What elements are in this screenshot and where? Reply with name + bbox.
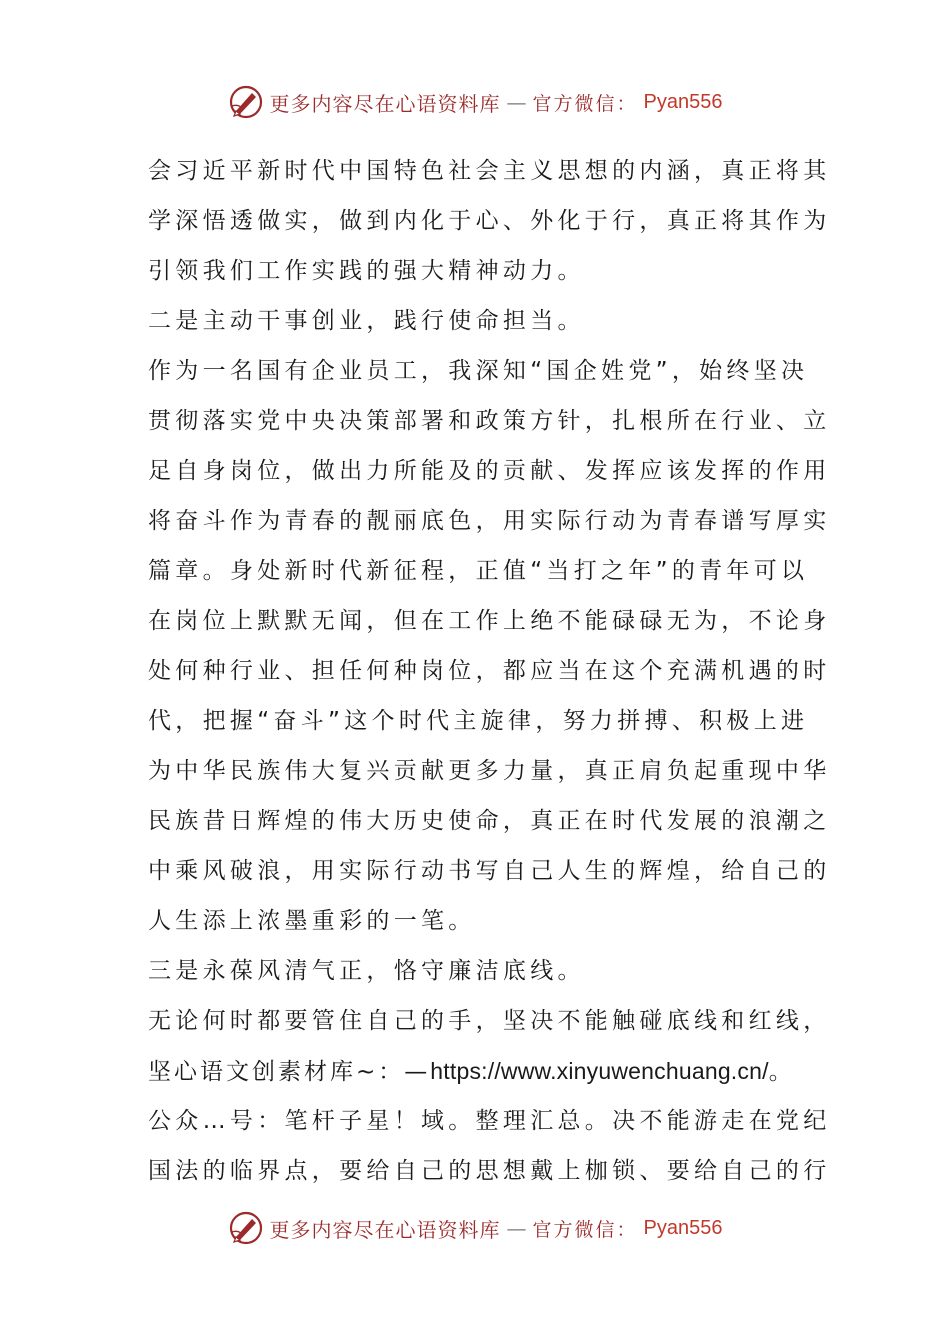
body-line: 足自身岗位，做出力所能及的贡献、发挥应该发挥的作用 [148,458,831,484]
header-wechat-label: 官方微信： [532,92,638,115]
footer-banner-separator: — [506,1216,527,1240]
section-heading-3: 三是永葆风清气正，恪守廉洁底线。 [148,958,585,984]
body-line: 中乘风破浪，用实际行动书写自己人生的辉煌，给自己的 [148,858,831,884]
pen-logo-icon [228,1210,264,1246]
body-line: 篇章。身处新时代新征程，正值“当打之年”的青年可以 [148,558,809,584]
document-body [148,146,831,1196]
footer-banner [0,1208,950,1248]
url-line-suffix: 。 [768,1059,795,1085]
body-line: 民族昔日辉煌的伟大历史使命，真正在时代发展的浪潮之 [148,808,831,834]
header-banner-text: 更多内容尽在心语资料库 [269,91,501,116]
body-line: 代，把握“奋斗”这个时代主旋律，努力拼搏、积极上进 [148,708,809,734]
body-line: 在岗位上默默无闻，但在工作上绝不能碌碌无为，不论身 [148,608,831,634]
section-heading-2: 二是主动干事创业，践行使命担当。 [148,308,585,334]
footer-wechat-label: 官方微信： [532,1218,638,1241]
body-line: 处何种行业、担任何种岗位，都应当在这个充满机遇的时 [148,658,831,684]
body-line: 将奋斗作为青春的靓丽底色，用实际行动为青春谱写厚实 [148,508,831,534]
url-line [148,1046,808,1096]
header-banner-separator: — [506,90,527,114]
body-line: 公众…号：笔杆子星！域。整理汇总。决不能游走在党纪 [148,1108,831,1134]
body-line: 为中华民族伟大复兴贡献更多力量，真正肩负起重现中华 [148,758,831,784]
header-wechat-id: Pyan556 [643,90,723,113]
footer-banner-text: 更多内容尽在心语资料库 [269,1217,501,1242]
body-line: 学深悟透做实，做到内化于心、外化于行，真正将其作为 [148,208,831,234]
header-banner [0,82,950,122]
body-line: 会习近平新时代中国特色社会主义思想的内涵，真正将其 [148,158,831,184]
body-line: 引领我们工作实践的强大精神动力。 [148,258,585,284]
body-line: 无论何时都要管住自己的手，坚决不能触碰底线和红线， [148,1008,831,1034]
website-link[interactable]: https://www.xinyuwenchuang.cn/ [430,1058,769,1084]
pen-logo-icon [228,84,264,120]
body-line: 国法的临界点，要给自己的思想戴上枷锁、要给自己的行 [148,1158,831,1184]
url-line-prefix: 坚心语文创素材库~：— [148,1059,431,1085]
body-line: 作为一名国有企业员工，我深知“国企姓党”，始终坚决 [148,358,809,384]
footer-wechat-id: Pyan556 [643,1216,723,1239]
body-line: 贯彻落实党中央决策部署和政策方针，扎根所在行业、立 [148,408,831,434]
body-line: 人生添上浓墨重彩的一笔。 [148,908,476,934]
